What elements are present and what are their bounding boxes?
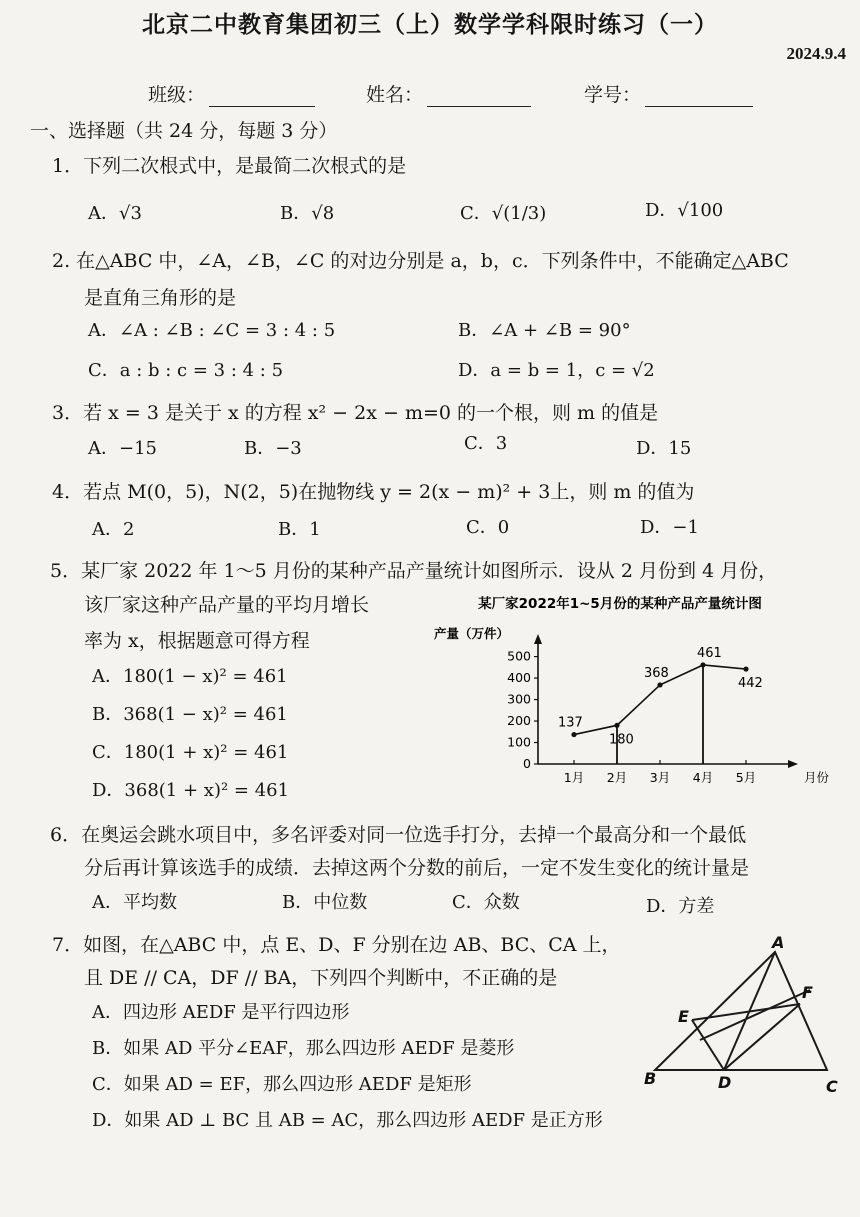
student-id-label: 学号： <box>584 84 642 106</box>
chart-x-tick-label: 4月 <box>692 770 714 785</box>
q1-option-c: C．√(1/3) <box>460 203 547 224</box>
chart-y-tick-label: 200 <box>507 713 531 729</box>
q4-stem: 4．若点 M(0，5)，N(2，5)在抛物线 y = 2(x − m)² + 3上，则 m 的值为 <box>52 481 695 503</box>
triangle-figure <box>640 932 850 1102</box>
q2-stem-line2: 是直角三角形的是 <box>84 287 237 309</box>
segment-ed <box>692 1020 724 1070</box>
chart-x-tick-label: 5月 <box>735 770 757 785</box>
q7-option-a: A．四边形 AEDF 是平行四边形 <box>92 1002 350 1023</box>
q6-option-d: D．方差 <box>646 896 715 917</box>
q5-option-a: A．180(1 − x)² = 461 <box>92 666 288 687</box>
q3-option-c: C．3 <box>464 433 508 454</box>
q5-option-b: B．368(1 − x)² = 461 <box>92 704 288 725</box>
production-line-chart <box>420 592 840 802</box>
q1-option-d: D．√100 <box>645 200 724 221</box>
chart-data-label: 368 <box>644 665 669 681</box>
q1-option-b: B．√8 <box>280 203 335 224</box>
point-c-label: C <box>826 1077 838 1096</box>
chart-data-point <box>657 682 662 687</box>
chart-data-label: 461 <box>697 645 722 661</box>
chart-y-arrow <box>534 634 542 644</box>
q5-option-c: C．180(1 + x)² = 461 <box>92 742 289 763</box>
chart-y-tick-label: 0 <box>523 756 531 771</box>
q2-option-b: B．∠A + ∠B = 90° <box>458 320 631 341</box>
q6-option-a: A．平均数 <box>92 892 177 913</box>
name-label: 姓名： <box>366 84 424 106</box>
chart-data-label: 180 <box>609 732 634 748</box>
q2-option-d: D．a = b = 1，c = √2 <box>458 360 655 381</box>
chart-data-point <box>743 666 748 671</box>
q4-option-b: B．1 <box>278 519 321 540</box>
q7-stem-line2: 且 DE // CA，DF // BA，下列四个判断中，不正确的是 <box>84 967 558 989</box>
chart-y-axis-label: 产量（万件） <box>434 626 510 641</box>
chart-x-axis-label: 月份 <box>804 770 830 785</box>
exam-date: 2024.9.4 <box>786 44 846 63</box>
chart-data-label: 137 <box>558 715 583 731</box>
class-field <box>148 80 315 107</box>
q6-option-b: B．中位数 <box>282 892 368 913</box>
q3-option-d: D．15 <box>636 438 692 459</box>
q2-option-a: A．∠A : ∠B : ∠C = 3 : 4 : 5 <box>88 320 336 341</box>
chart-data-point <box>614 723 619 728</box>
chart-x-tick-label: 2月 <box>606 770 628 785</box>
student-id-blank[interactable] <box>645 106 753 107</box>
q7-option-b: B．如果 AD 平分∠EAF，那么四边形 AEDF 是菱形 <box>92 1038 515 1059</box>
chart-data-point <box>571 732 576 737</box>
section-heading: 一、选择题（共 24 分，每题 3 分） <box>30 120 338 142</box>
point-f-label: F <box>802 983 813 1002</box>
q5-stem-line3: 率为 x，根据题意可得方程 <box>84 630 310 652</box>
chart-data-label: 442 <box>738 676 763 692</box>
point-d-label: D <box>718 1073 732 1092</box>
class-blank[interactable] <box>209 106 315 107</box>
q3-option-a: A．−15 <box>88 438 157 459</box>
q7-stem-line1: 7．如图，在△ABC 中，点 E、D、F 分别在边 AB、BC、CA 上， <box>52 934 621 956</box>
q3-option-b: B．−3 <box>244 438 302 459</box>
q5-stem-line1: 5．某厂家 2022 年 1～5 月份的某种产品产量统计如图所示．设从 2 月份到 4 月份， <box>50 560 778 582</box>
point-b-label: B <box>644 1069 657 1088</box>
q4-option-a: A．2 <box>92 519 135 540</box>
chart-title: 某厂家2022年1~5月份的某种产品产量统计图 <box>478 596 762 612</box>
q6-option-c: C．众数 <box>452 892 520 913</box>
name-field <box>366 80 531 107</box>
point-e-label: E <box>678 1007 689 1026</box>
point-a-label: A <box>772 933 785 952</box>
chart-y-tick-label: 100 <box>507 734 531 750</box>
q1-option-a: A．√3 <box>88 203 142 224</box>
q7-option-c: C．如果 AD = EF，那么四边形 AEDF 是矩形 <box>92 1074 472 1095</box>
student-id-field <box>584 80 753 107</box>
q4-option-c: C．0 <box>466 517 510 538</box>
name-blank[interactable] <box>427 106 531 107</box>
q4-option-d: D．−1 <box>640 517 699 538</box>
q5-stem-line2: 该厂家这种产品产量的平均月增长 <box>84 594 370 616</box>
q6-stem-line1: 6．在奥运会跳水项目中，多名评委对同一位选手打分，去掉一个最高分和一个最低 <box>50 824 747 846</box>
exam-title: 北京二中教育集团初三（上）数学学科限时练习（一） <box>142 11 718 38</box>
q5-option-d: D．368(1 + x)² = 461 <box>92 780 290 801</box>
chart-y-tick-label: 500 <box>507 648 531 664</box>
q2-stem-line1: 2. 在△ABC 中，∠A，∠B，∠C 的对边分别是 a，b，c．下列条件中，不能确定△ABC <box>52 250 789 272</box>
chart-x-arrow <box>788 760 798 768</box>
chart-y-tick-label: 300 <box>507 691 531 707</box>
chart-x-tick-label: 1月 <box>563 770 585 785</box>
q2-option-c: C．a : b : c = 3 : 4 : 5 <box>88 360 284 381</box>
chart-y-tick-label: 400 <box>507 670 531 686</box>
chart-data-point <box>700 662 705 667</box>
q3-stem: 3．若 x = 3 是关于 x 的方程 x² − 2x − m=0 的一个根，则 m 的值是 <box>52 402 659 424</box>
class-label: 班级： <box>148 84 206 106</box>
q6-stem-line2: 分后再计算该选手的成绩．去掉这两个分数的前后，一定不发生变化的统计量是 <box>84 857 750 879</box>
q1-stem: 1．下列二次根式中，是最简二次根式的是 <box>52 155 407 177</box>
chart-x-tick-label: 3月 <box>649 770 671 785</box>
q7-option-d: D．如果 AD ⊥ BC 且 AB = AC，那么四边形 AEDF 是正方形 <box>92 1110 603 1131</box>
